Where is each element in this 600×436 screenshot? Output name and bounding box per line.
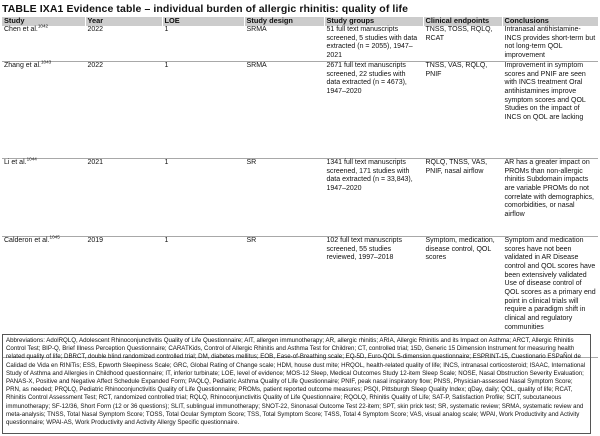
table-row bbox=[2, 158, 598, 236]
groups-cell: 102 full text manuscripts screened, 55 studies reviewed, 1997–2018 bbox=[324, 236, 423, 357]
study-cell bbox=[2, 61, 85, 158]
endpoints-cell: RQLQ, TNSS, VAS, PNIF, nasal airflow bbox=[423, 158, 502, 236]
table-row bbox=[2, 61, 598, 158]
endpoints-cell: TNSS, VAS, RQLQ, PNIF bbox=[423, 61, 502, 158]
design-cell: SR bbox=[244, 158, 324, 236]
design-cell: SR bbox=[244, 236, 324, 357]
groups-cell: 51 full text manuscripts screened, 5 studies with data extracted (n = 2055), 1947–2021 bbox=[324, 26, 423, 61]
loe-cell: 1 bbox=[162, 158, 244, 236]
reference-number: 1045 bbox=[49, 234, 60, 240]
reference-number: 1042 bbox=[37, 23, 49, 29]
design-cell: SRMA bbox=[244, 26, 324, 61]
year-cell: 2019 bbox=[85, 236, 162, 357]
abbreviations-box bbox=[2, 334, 591, 434]
header-conclusions: Conclusions bbox=[502, 17, 598, 26]
study-cell bbox=[2, 23, 85, 61]
loe-cell: 1 bbox=[162, 236, 244, 357]
header-study-design: Study design bbox=[244, 17, 324, 26]
table-header-row bbox=[2, 17, 598, 26]
header-loe: LOE bbox=[162, 17, 244, 26]
year-cell: 2022 bbox=[85, 26, 162, 61]
conclusions-cell: Symptom and medication scores have not been validated in AR Disease control and QOL scores have been extensively validated Use of disease control of QOL scores as a primary end point in clinical trials will require a paradigm shift in clinical and regulatory communities bbox=[502, 236, 598, 357]
groups-cell: 1341 full text manuscripts screened, 171 studies with data extracted (n = 33,843), 1947–2020 bbox=[324, 158, 423, 236]
study-name: Calderon et al. bbox=[4, 236, 50, 244]
endpoints-cell: Symptom, medication, disease control, QOL scores bbox=[423, 236, 502, 357]
reference-number: 1044 bbox=[26, 156, 37, 162]
year-cell: 2021 bbox=[85, 158, 162, 236]
endpoints-cell: TNSS, TOSS, RQLQ, RCAT bbox=[423, 26, 502, 61]
header-study: Study bbox=[2, 17, 85, 26]
study-name: Li et al. bbox=[4, 158, 27, 166]
header-year: Year bbox=[85, 17, 162, 26]
study-name: Chen et al. bbox=[4, 26, 38, 33]
design-cell: SRMA bbox=[244, 61, 324, 158]
loe-cell: 1 bbox=[162, 61, 244, 158]
table-title: TABLE IXA1 Evidence table – individual burden of allergic rhinitis: quality of life bbox=[2, 3, 409, 15]
conclusions-cell: Intranasal antihistamine-INCS provides short-term but not long-term QOL improvement bbox=[502, 26, 598, 61]
loe-cell: 1 bbox=[162, 26, 244, 61]
study-name: Zhang et al. bbox=[4, 61, 41, 69]
abbreviations-text: Abbreviations: AdolRQLQ, Adolescent Rhinoconjunctivitis Quality of Life Questionnaire; AIT, allergen immunotherapy; AR, allergic rhinitis; ARIA, Allergic Rhinitis and its Impact on Asthma; ARCT, Allergic Rhinitis Control Test; BIP-Q, Brief Illness Perception Questionnaire; CARATKids, Control of Allergic Rhinitis and Asthma Test for Children; CT, controlled trial; 15D, Generic 15 Dimension Instrument for measuring health related quality of life; DBRCT, double blind randomized controlled trial; DM, diabetes mellitus; EOB, Ease-of-Breathing scale; EQ-5D, Euro-QOL 5-dimension questionnaire; ESPRINT-15, Cuestionario ESPaÑol de Calidad de Vida en RINiTis; ESS, Epworth Sleepiness Scale; GRC, Global Rating of Change scale; HDM, house dust mite; HRQOL, health-related quality of life; INCS, intranasal corticosteroid; ISAAC, International Study of Asthma and Allergies in Childhood questionnaire; IT, inferior turbinate; LOE, level of evidence; MOS-12 Sleep, Medical Outcomes Study 12-item Sleep Scale; NOSE, Nasal Obstruction Severity Evaluation; PANAS-X, Positive and Negative Affect Schedule Expanded Form; PAQLQ, Pediatric Asthma Quality of Life Questionnaire; PNIF, peak nasal inspiratory flow; PNSS, Physician-assessed Nasal Symptom Score; PRN, as needed; PRQLQ, Pediatric Rhinoconjunctivitis Quality of Life Questionnaire; PROMs, patient reported outcome measures; PSQI, Pittsburgh Sleep Quality Index; qDay, daily; QOL, quality of life; RCAT, Rhinitis Control Assessment Test; RCT, randomized controlled trial; RQLQ, Rhinoconjunctivitis Quality of Life Questionnaire; RQOLQ, Rhinitis Quality of Life; SAT-P, Satisfaction Profile; SCIT, subcutaneous immunotherapy; SF-12/36, Short Form (12 or 36 questions); SLIT, sublingual immunotherapy; SNOT-22, Sinonasal Outcome Test 22-item; SPT, skin prick test; SR, systematic review; SRMA, systematic review and meta-analysis; TNSS, Total Nasal Symptom Score; TOSS, Total Ocular Symptom Score; TSS, Total Symptom Score; T4SS, Total 4 Symptom Score; VAS, visual analog scale; WPAI, Work Productivity and Activity questionnaire; WPAI-AS, Work Productivity and Activity Allergy Specific questionnaire. bbox=[6, 337, 586, 427]
study-cell bbox=[2, 158, 85, 236]
header-clinical-endpoints: Clinical endpoints bbox=[423, 17, 502, 26]
evidence-table bbox=[2, 17, 598, 358]
conclusions-cell: AR has a greater impact on PROMs than non-allergic rhinitis Subdomain impacts are variable PROMs do not correlate with demographics, comorbidities, or nasal airflow bbox=[502, 158, 598, 236]
reference-number: 1043 bbox=[40, 59, 52, 65]
table-row bbox=[2, 26, 598, 61]
groups-cell: 2671 full text manuscripts screened, 22 studies with data extracted (n = 4673), 1947–2020 bbox=[324, 61, 423, 158]
header-study-groups: Study groups bbox=[324, 17, 423, 26]
year-cell: 2022 bbox=[85, 61, 162, 158]
conclusions-cell: Improvement in symptom scores and PNIF are seen with INCS treatment Oral antihistamines improve symptom scores and QOL Studies on the impact of INCS on QOL are lacking bbox=[502, 61, 598, 158]
